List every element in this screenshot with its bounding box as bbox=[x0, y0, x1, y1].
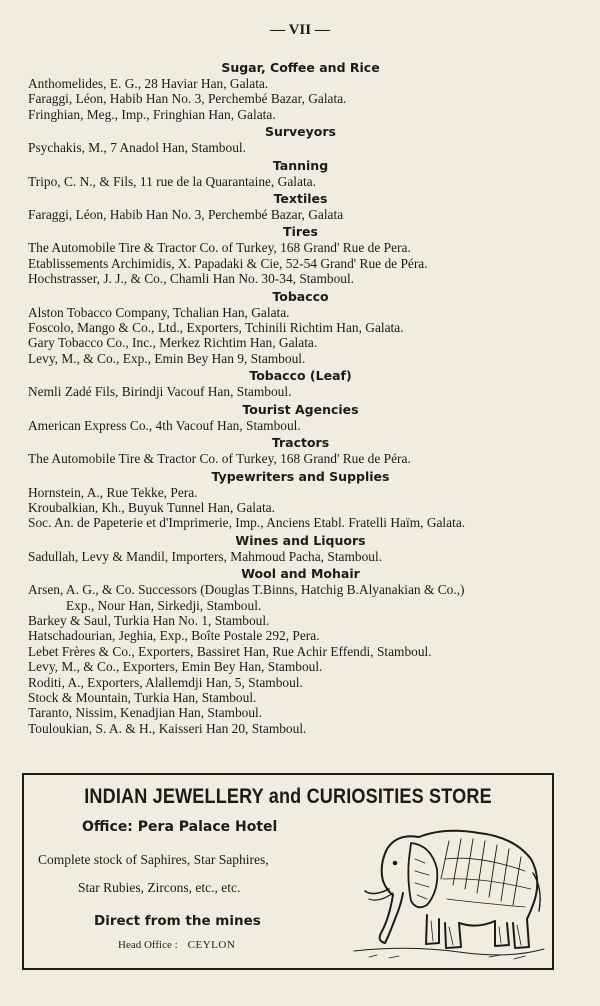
head-office-city: CEYLON bbox=[187, 939, 236, 951]
section-heading: Tobacco bbox=[272, 288, 329, 304]
section-sugar-coffee-rice bbox=[28, 59, 573, 122]
section-heading: Tobacco (Leaf) bbox=[249, 368, 352, 384]
section-wool-mohair bbox=[28, 565, 573, 736]
section-heading: Wool and Mohair bbox=[241, 566, 360, 582]
listing-entry: Stock & Mountain, Turkia Han, Stamboul. bbox=[28, 689, 257, 705]
section-typewriters bbox=[28, 468, 573, 531]
listing-entry: Hochstrasser, J. J., & Co., Chamli Han No. 30-34, Stamboul. bbox=[28, 271, 355, 287]
listing-entry: The Automobile Tire & Tractor Co. of Turkey, 168 Grand' Rue de Péra. bbox=[28, 451, 411, 467]
listing-entry: Fringhian, Meg., Imp., Fringhian Han, Galata. bbox=[28, 106, 276, 122]
listing-entry: Faraggi, Léon, Habib Han No. 3, Perchembé Bazar, Galata. bbox=[28, 91, 347, 107]
listing-entry: Hatschadourian, Jeghia, Exp., Boîte Postale 292, Pera. bbox=[28, 628, 320, 644]
advert-stock-line: Star Rubies, Zircons, etc., etc. bbox=[78, 880, 241, 895]
section-tractors bbox=[28, 434, 573, 466]
listing-entry: Barkey & Saul, Turkia Han No. 1, Stamboul. bbox=[28, 612, 270, 628]
trade-directory-listing bbox=[28, 58, 573, 736]
advert-direct-from-mines: Direct from the mines bbox=[94, 913, 261, 929]
listing-entry: Tripo, C. N., & Fils, 11 rue de la Quarantaine, Galata. bbox=[28, 173, 316, 189]
section-tanning bbox=[28, 157, 573, 189]
page-number: — VII — bbox=[270, 22, 330, 38]
listing-entry: Touloukian, S. A. & H., Kaisseri Han 20, Stamboul. bbox=[28, 720, 307, 736]
section-heading: Tires bbox=[283, 224, 318, 240]
listing-entry: Soc. An. de Papeterie et d'Imprimerie, Imp., Anciens Etabl. Fratelli Haïm, Galata. bbox=[28, 515, 466, 531]
listing-entry: Gary Tobacco Co., Inc., Merkez Richtim Han, Galata. bbox=[28, 335, 318, 351]
listing-entry: Levy, M., & Co., Exp., Emin Bey Han 9, Stamboul. bbox=[28, 350, 306, 366]
section-heading: Sugar, Coffee and Rice bbox=[221, 60, 380, 75]
listing-entry: Alston Tobacco Company, Tchalian Han, Galata. bbox=[28, 304, 290, 320]
listing-entry: Roditi, A., Exporters, Alallemdji Han, 5, Stamboul. bbox=[28, 674, 303, 690]
advert-title: INDIAN JEWELLERY and CURIOSITIES STORE bbox=[84, 785, 492, 808]
listing-entry: Anthomelides, E. G., 28 Haviar Han, Galata. bbox=[28, 76, 269, 91]
section-heading: Textiles bbox=[273, 191, 328, 207]
listing-entry: Levy, M., & Co., Exporters, Emin Bey Han, Stamboul. bbox=[28, 659, 323, 675]
listing-entry: Sadullah, Levy & Mandil, Importers, Mahmoud Pacha, Stamboul. bbox=[28, 548, 383, 564]
listing-entry: Psychakis, M., 7 Anadol Han, Stamboul. bbox=[28, 140, 246, 156]
listing-entry-continuation: Exp., Nour Han, Sirkedji, Stamboul. bbox=[66, 597, 262, 613]
section-heading: Typewriters and Supplies bbox=[211, 468, 390, 484]
advert-head-office bbox=[118, 939, 235, 951]
section-heading: Tractors bbox=[271, 435, 330, 451]
listing-entry: Kroubalkian, Kh., Buyuk Tunnel Han, Galata. bbox=[28, 499, 275, 515]
section-tires bbox=[28, 223, 573, 286]
section-heading: Tourist Agencies bbox=[242, 401, 359, 417]
listing-entry: Lebet Frères & Co., Exporters, Bassiret Han, Rue Achir Effendi, Stamboul. bbox=[28, 643, 432, 659]
listing-entry: American Express Co., 4th Vacouf Han, Stamboul. bbox=[28, 417, 301, 433]
listing-entry: Taranto, Nissim, Kenadjian Han, Stamboul. bbox=[28, 705, 263, 721]
advert-office: Office: Pera Palace Hotel bbox=[82, 819, 278, 835]
head-office-label: Head Office : bbox=[118, 939, 178, 951]
section-tobacco-leaf bbox=[28, 367, 573, 399]
listing-entry: Etablissements Archimidis, X. Papadaki & Cie, 52-54 Grand' Rue de Péra. bbox=[28, 255, 428, 271]
listing-entry: Arsen, A. G., & Co. Successors (Douglas T.Binns, Hatchig B.Alyanakian & Co.,) bbox=[28, 582, 465, 598]
section-heading: Tanning bbox=[272, 157, 329, 173]
section-heading: Surveyors bbox=[264, 124, 337, 140]
advert-stock-line: Complete stock of Saphires, Star Saphires, bbox=[38, 852, 269, 867]
section-tourist-agencies bbox=[28, 401, 573, 433]
listing-entry: Nemli Zadé Fils, Birindji Vacouf Han, Stamboul. bbox=[28, 384, 292, 400]
elephant-illustration bbox=[349, 819, 549, 964]
listing-entry: Faraggi, Léon, Habib Han No. 3, Perchembé Bazar, Galata bbox=[28, 207, 344, 223]
section-wines-liquors bbox=[28, 532, 573, 564]
listing-entry: Hornstein, A., Rue Tekke, Pera. bbox=[28, 484, 198, 500]
section-textiles bbox=[28, 190, 573, 222]
listing-entry: The Automobile Tire & Tractor Co. of Turkey, 168 Grand' Rue de Pera. bbox=[28, 240, 411, 256]
section-heading: Wines and Liquors bbox=[235, 532, 366, 548]
section-tobacco bbox=[28, 288, 573, 367]
section-surveyors bbox=[28, 123, 573, 155]
listing-entry: Foscolo, Mango & Co., Ltd., Exporters, Tchinili Richtim Han, Galata. bbox=[28, 320, 404, 336]
jewellery-store-advertisement bbox=[22, 773, 554, 970]
